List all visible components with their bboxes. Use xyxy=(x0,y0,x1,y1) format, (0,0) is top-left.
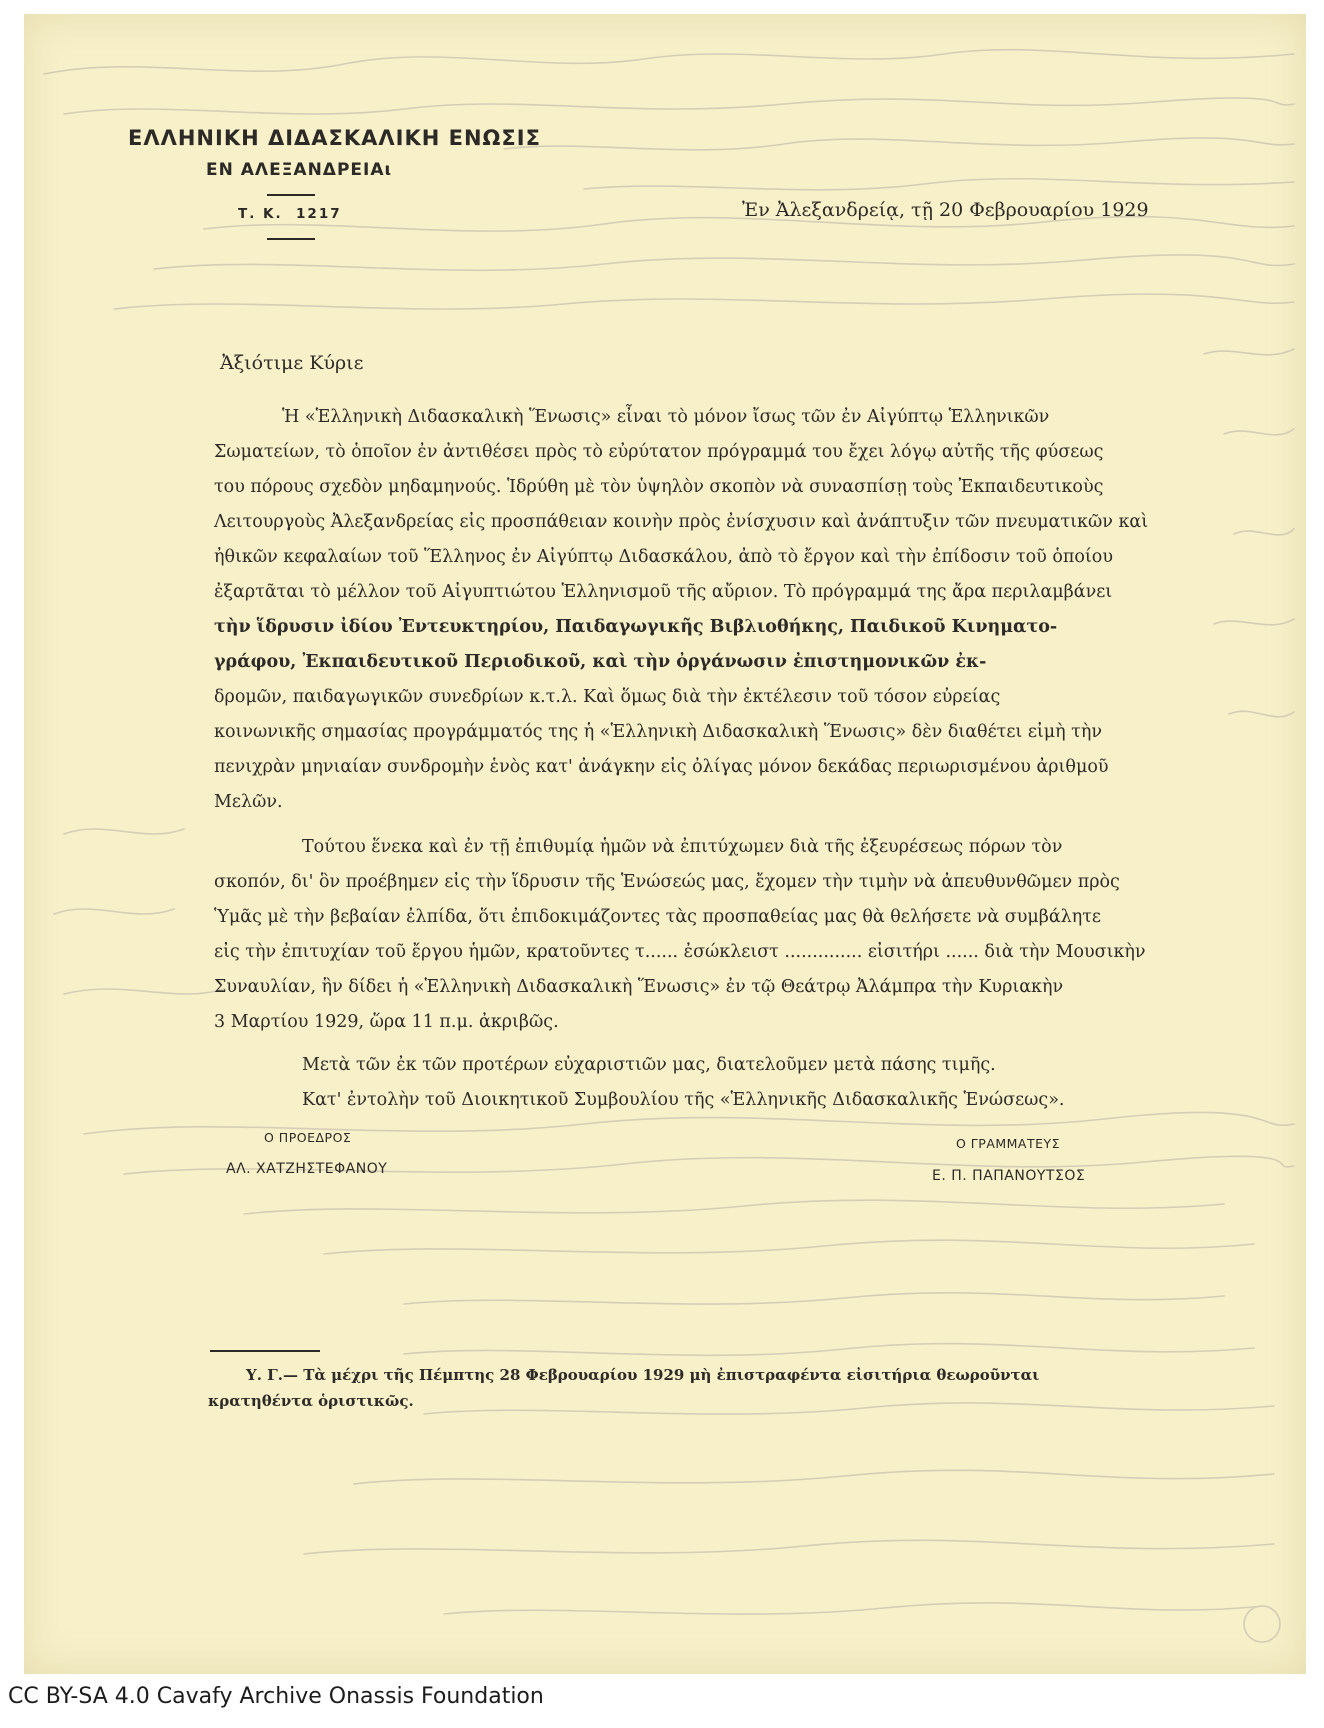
president-title: Ο ΠΡΟΕΔΡΟΣ xyxy=(264,1130,352,1145)
paragraph-1-line: ἠθικῶν κεφαλαίων τοῦ Ἕλληνος ἐν Αἰγύπτῳ Διδασκάλου, ἀπὸ τὸ ἔργον καὶ τὴν ἐπίδοσιν τοῦ ὁποίου xyxy=(214,547,1113,567)
date-line: Ἐν Ἀλεξανδρείᾳ, τῇ 20 Φεβρουαρίου 1929 xyxy=(742,199,1149,221)
closing-mandate: Κατ' ἐντολὴν τοῦ Διοικητικοῦ Συμβουλίου τῆς «Ἑλληνικῆς Διδασκαλικῆς Ἑνώσεως». xyxy=(302,1090,1065,1110)
paragraph-1-line: του πόρους σχεδὸν μηδαμηνούς. Ἱδρύθη μὲ τὸν ὑψηλὸν σκοπὸν νὰ συνασπίσῃ τοὺς Ἐκπαιδευτικοὺς xyxy=(214,477,1104,497)
paragraph-1-line: Μελῶν. xyxy=(214,792,283,812)
org-city: ΕΝ ΑΛΕΞΑΝΔΡΕΙΑι xyxy=(206,160,393,180)
paragraph-2-line: Συναυλίαν, ἣν δίδει ἡ «Ἑλληνικὴ Διδασκαλικὴ Ἕνωσις» ἐν τῷ Θεάτρῳ Ἀλάμπρα τὴν Κυριακὴν xyxy=(214,977,1064,997)
postscript-line: Υ. Γ.— Τὰ μέχρι τῆς Πέμπτης 28 Φεβρουαρίου 1929 μὴ ἐπιστραφέντα εἰσιτήρια θεωροῦνται xyxy=(246,1366,1040,1384)
postscript-divider xyxy=(210,1350,320,1352)
org-name: ΕΛΛΗΝΙΚΗ ΔΙΔΑΣΚΑΛΙΚΗ ΕΝΩΣΙΣ xyxy=(128,126,541,150)
paragraph-1-line: Λειτουργοὺς Ἀλεξανδρείας εἰς προσπάθειαν κοινὴν πρὸς ἐνίσχυσιν καὶ ἀνάπτυξιν τῶν πνευματικῶν καὶ xyxy=(214,512,1149,532)
secretary-title: Ο ΓΡΑΜΜΑΤΕΥΣ xyxy=(956,1136,1061,1151)
letter-page xyxy=(24,14,1306,1674)
paragraph-1-line: Ἡ «Ἑλληνικὴ Διδασκαλικὴ Ἕνωσις» εἶναι τὸ μόνον ἴσως τῶν ἐν Αἰγύπτῳ Ἑλληνικῶν xyxy=(282,407,1050,427)
paragraph-1-line: ἐξαρτᾶται τὸ μέλλον τοῦ Αἰγυπτιώτου Ἑλληνισμοῦ τῆς αὔριον. Τὸ πρόγραμμά της ἄρα περιλαμβάνει xyxy=(214,582,1113,602)
header-divider-bottom xyxy=(267,238,315,240)
paragraph-2-line: 3 Μαρτίου 1929, ὥρα 11 π.μ. ἀκριβῶς. xyxy=(214,1012,559,1032)
salutation: Ἀξιότιμε Κύριε xyxy=(220,352,364,374)
secretary-name: Ε. Π. ΠΑΠΑΝΟΥΤΣΟΣ xyxy=(932,1168,1086,1184)
postscript-line: κρατηθέντα ὁριστικῶς. xyxy=(208,1392,414,1410)
license-credit: CC BY-SA 4.0 Cavafy Archive Onassis Foundation xyxy=(8,1684,544,1709)
paragraph-2-line: σκοπόν, δι' ὃν προέβημεν εἰς τὴν ἵδρυσιν τῆς Ἑνώσεώς μας, ἔχομεν τὴν τιμὴν νὰ ἀπευθυνθῶμεν πρὸς xyxy=(214,872,1120,892)
paragraph-1-line: πενιχρὰν μηνιαίαν συνδρομὴν ἑνὸς κατ' ἀνάγκην εἰς ὀλίγας μόνον δεκάδας περιωρισμένου ἀριθμοῦ xyxy=(214,757,1109,777)
paragraph-1-line: δρομῶν, παιδαγωγικῶν συνεδρίων κ.τ.λ. Καὶ ὅμως διὰ τὴν ἐκτέλεσιν τοῦ τόσον εὐρείας xyxy=(214,687,1001,707)
paragraph-1-line: τὴν ἵδρυσιν ἰδίου Ἐντευκτηρίου, Παιδαγωγικῆς Βιβλιοθήκης, Παιδικοῦ Κινηματο- xyxy=(214,617,1058,637)
president-name: ΑΛ. ΧΑΤΖΗΣΤΕΦΑΝΟΥ xyxy=(226,1161,388,1177)
paragraph-1-line: γράφου, Ἐκπαιδευτικοῦ Περιοδικοῦ, καὶ τὴν ὀργάνωσιν ἐπιστημονικῶν ἐκ- xyxy=(214,652,987,672)
po-box: Τ. Κ. 1217 xyxy=(238,206,342,222)
paragraph-2-line: εἰς τὴν ἐπιτυχίαν τοῦ ἔργου ἡμῶν, κρατοῦντες τ...... ἐσώκλειστ .............. εἰσιτήρι ...... διὰ τὴν Μουσικὴν xyxy=(214,942,1146,962)
paragraph-1-line: Σωματείων, τὸ ὁποῖον ἐν ἀντιθέσει πρὸς τὸ εὐρύτατον πρόγραμμά του ἔχει λόγῳ αὐτῆς τῆς φύσεως xyxy=(214,442,1104,462)
closing-thanks: Μετὰ τῶν ἐκ τῶν προτέρων εὐχαριστιῶν μας, διατελοῦμεν μετὰ πάσης τιμῆς. xyxy=(302,1055,996,1075)
paragraph-2-line: Τούτου ἕνεκα καὶ ἐν τῇ ἐπιθυμίᾳ ἡμῶν νὰ ἐπιτύχωμεν διὰ τῆς ἐξευρέσεως πόρων τὸν xyxy=(302,837,1063,857)
header-divider-top xyxy=(267,194,315,196)
paragraph-1-line: κοινωνικῆς σημασίας προγράμματός της ἡ «Ἑλληνικὴ Διδασκαλικὴ Ἕνωσις» δὲν διαθέτει εἰμὴ τὴν xyxy=(214,722,1102,742)
paragraph-2-line: Ὑμᾶς μὲ τὴν βεβαίαν ἐλπίδα, ὅτι ἐπιδοκιμάζοντες τὰς προσπαθείας μας θὰ θελήσετε νὰ συμβάλητε xyxy=(214,907,1101,927)
